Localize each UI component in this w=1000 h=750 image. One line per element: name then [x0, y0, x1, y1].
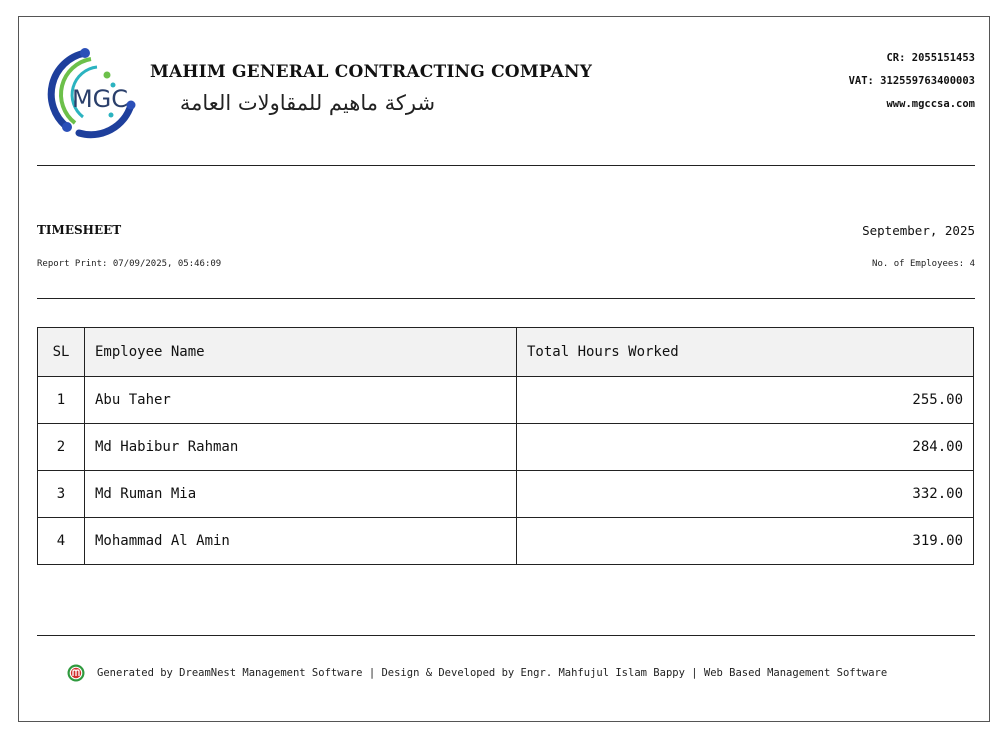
- timesheet-page: [18, 16, 990, 722]
- cr-number: CR: 2055151453: [886, 52, 975, 64]
- footer-text: Generated by DreamNest Management Software | Design & Developed by Engr. Mahfujul Islam Bappy | Web Based Management Software: [97, 667, 888, 679]
- vat-number: VAT: 312559763400003: [848, 75, 975, 87]
- footer-divider: [37, 635, 975, 636]
- header-divider: [37, 165, 975, 166]
- cell-sl: 3: [38, 471, 85, 518]
- table-row: [38, 518, 974, 565]
- cell-sl: 1: [38, 377, 85, 424]
- table-header-row: [38, 328, 974, 377]
- report-period: September, 2025: [862, 223, 975, 238]
- cell-total-hours: 319.00: [517, 518, 974, 565]
- cell-total-hours: 255.00: [517, 377, 974, 424]
- column-header-sl: SL: [38, 328, 85, 377]
- table-row: [38, 471, 974, 518]
- subheader-divider: [37, 298, 975, 299]
- column-header-employee-name: Employee Name: [85, 328, 517, 377]
- cell-total-hours: 284.00: [517, 424, 974, 471]
- footer: [67, 664, 887, 682]
- cell-employee-name: Md Habibur Rahman: [85, 424, 517, 471]
- company-name-english: MAHIM GENERAL CONTRACTING COMPANY: [150, 62, 593, 82]
- company-name-arabic: شركة ماهيم للمقاولات العامة: [179, 91, 436, 115]
- cell-employee-name: Md Ruman Mia: [85, 471, 517, 518]
- dreamnest-logo-icon: [67, 664, 85, 682]
- cell-employee-name: Abu Taher: [85, 377, 517, 424]
- report-title: TIMESHEET: [37, 223, 122, 237]
- company-registration-info: [849, 47, 975, 116]
- table-row: [38, 377, 974, 424]
- timesheet-table: [37, 327, 974, 565]
- cell-employee-name: Mohammad Al Amin: [85, 518, 517, 565]
- logo-text: MGC: [71, 85, 129, 113]
- column-header-total-hours: Total Hours Worked: [517, 328, 974, 377]
- cell-sl: 2: [38, 424, 85, 471]
- cell-total-hours: 332.00: [517, 471, 974, 518]
- company-website[interactable]: www.mgccsa.com: [886, 98, 975, 110]
- table-row: [38, 424, 974, 471]
- cell-sl: 4: [38, 518, 85, 565]
- mgc-logo-icon: [45, 45, 137, 145]
- employee-count: No. of Employees: 4: [872, 259, 975, 269]
- report-print-info: Report Print: 07/09/2025, 05:46:09: [37, 259, 222, 269]
